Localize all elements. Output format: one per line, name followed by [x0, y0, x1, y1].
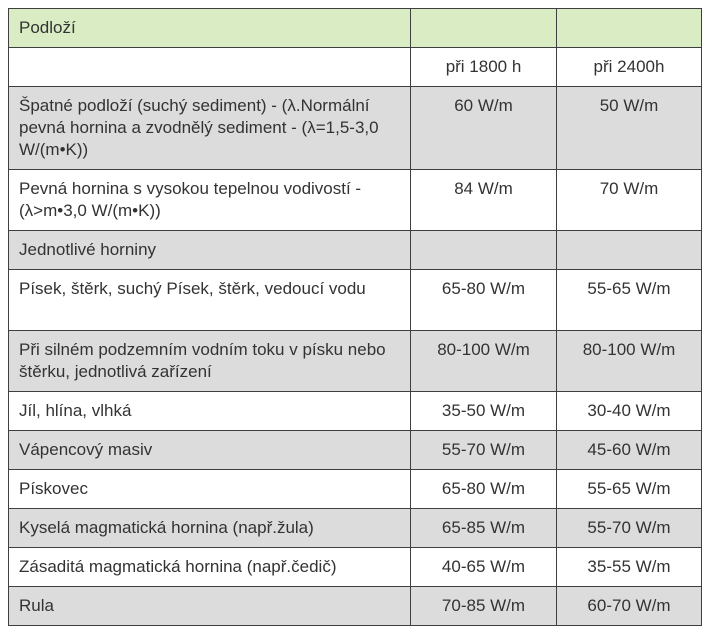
row-value-2400h: 55-65 W/m [557, 270, 702, 331]
row-value-1800h: 65-85 W/m [411, 509, 557, 548]
row-value-2400h: 55-65 W/m [557, 470, 702, 509]
row-value-2400h: 55-70 W/m [557, 509, 702, 548]
row-value-2400h: 60-70 W/m [557, 587, 702, 626]
heat-extraction-table-container [8, 8, 701, 626]
row-value-1800h: 65-80 W/m [411, 470, 557, 509]
row-value-1800h: 40-65 W/m [411, 548, 557, 587]
row-value-2400h: 80-100 W/m [557, 331, 702, 392]
row-label: Vápencový masiv [9, 431, 411, 470]
row-label: Kyselá magmatická hornina (např.žula) [9, 509, 411, 548]
row-value-1800h: 70-85 W/m [411, 587, 557, 626]
row-value-1800h: 35-50 W/m [411, 392, 557, 431]
heat-extraction-table [8, 8, 702, 626]
row-label: Při silném podzemním vodním toku v písku nebo štěrku, jednotlivá zařízení [9, 331, 411, 392]
header-empty-cell [411, 9, 557, 48]
table-row [9, 587, 702, 626]
table-row [9, 431, 702, 470]
row-value-2400h: 50 W/m [557, 87, 702, 170]
row-value-2400h: 70 W/m [557, 170, 702, 231]
column-header-row [9, 48, 702, 87]
row-label: Jíl, hlína, vlhká [9, 392, 411, 431]
table-row [9, 87, 702, 170]
table-row [9, 270, 702, 331]
row-value-2400h [557, 231, 702, 270]
column-header-1800h: při 1800 h [411, 48, 557, 87]
row-label: Pískovec [9, 470, 411, 509]
row-value-2400h: 45-60 W/m [557, 431, 702, 470]
row-label: Špatné podloží (suchý sediment) - (λ.Normální pevná hornina a zvodnělý sediment - (λ=1,5-3,0 W/(m•K)) [9, 87, 411, 170]
section-label: Jednotlivé horniny [9, 231, 411, 270]
table-row [9, 509, 702, 548]
column-header-2400h: při 2400h [557, 48, 702, 87]
row-label: Písek, štěrk, suchý Písek, štěrk, vedoucí vodu [9, 270, 411, 331]
table-row [9, 392, 702, 431]
column-header-label-cell [9, 48, 411, 87]
row-label: Rula [9, 587, 411, 626]
table-row-section [9, 231, 702, 270]
table-row [9, 170, 702, 231]
row-label: Pevná hornina s vysokou tepelnou vodivostí - (λ>m•3,0 W/(m•K)) [9, 170, 411, 231]
table-header-row [9, 9, 702, 48]
row-value-1800h: 80-100 W/m [411, 331, 557, 392]
row-value-1800h: 65-80 W/m [411, 270, 557, 331]
header-label-cell: Podloží [9, 9, 411, 48]
row-value-2400h: 35-55 W/m [557, 548, 702, 587]
row-value-1800h: 55-70 W/m [411, 431, 557, 470]
table-row [9, 548, 702, 587]
table-row [9, 331, 702, 392]
row-value-1800h: 60 W/m [411, 87, 557, 170]
row-label: Zásaditá magmatická hornina (např.čedič) [9, 548, 411, 587]
table-row [9, 470, 702, 509]
row-value-1800h [411, 231, 557, 270]
row-value-2400h: 30-40 W/m [557, 392, 702, 431]
row-value-1800h: 84 W/m [411, 170, 557, 231]
header-empty-cell [557, 9, 702, 48]
